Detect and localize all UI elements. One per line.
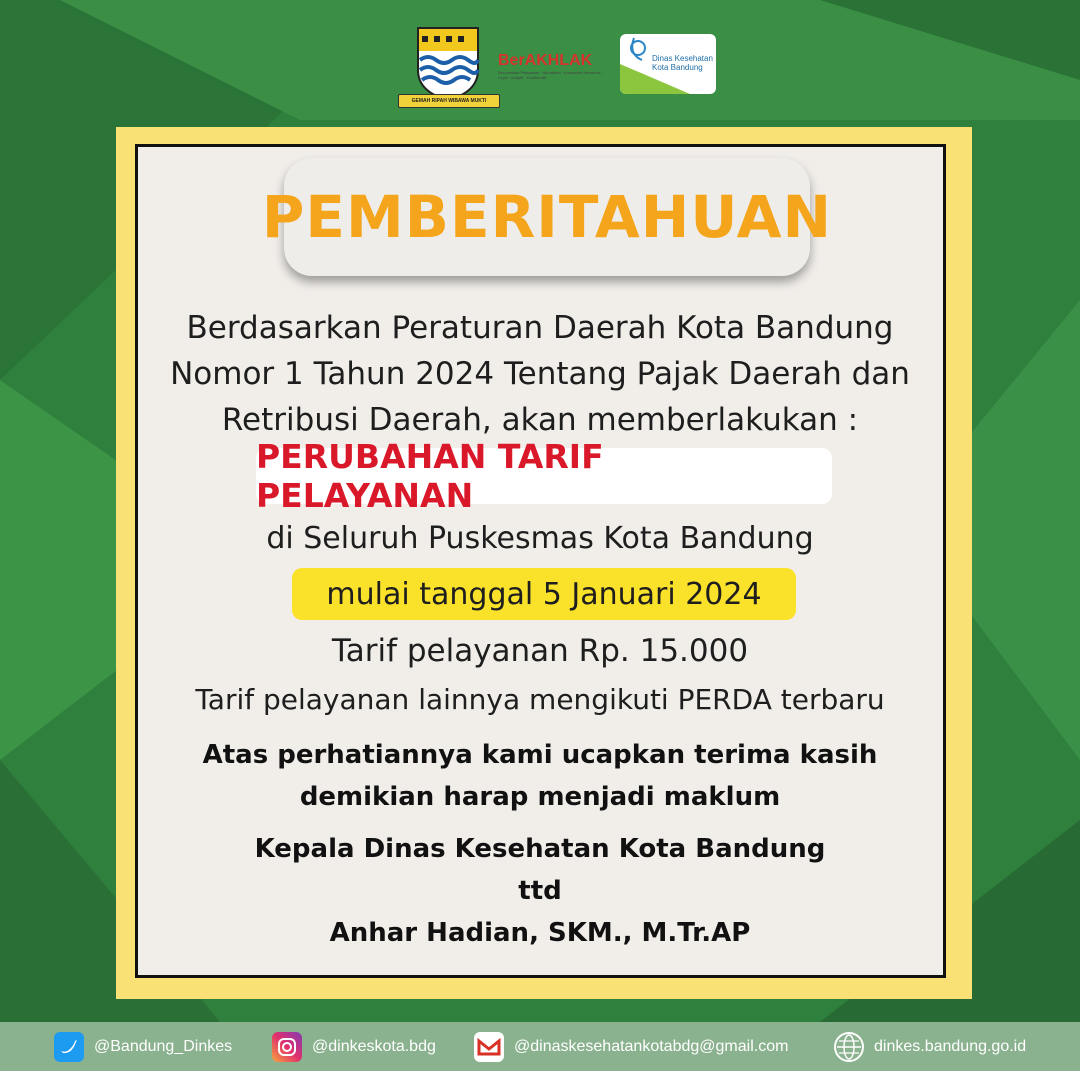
dinkes-logo [620,34,716,94]
intro-line: Berdasarkan Peraturan Daerah Kota Bandung [186,310,894,346]
dinkes-logo-text: Dinas Kesehatan Kota Bandung [652,54,713,72]
thanks-line: demikian harap menjadi maklum [299,782,781,812]
thanks-line: Atas perhatiannya kami ucapkan terima kasih [202,740,878,770]
berakhlak-logo [498,52,610,92]
website-url: dinkes.bandung.go.id [874,1037,1027,1055]
logo-bar [0,18,1080,113]
intro-line: Retribusi Daerah, akan memberlakukan : [221,402,859,438]
twitter-handle: @Bandung_Dinkes [94,1037,233,1055]
signature-mark: ttd [518,876,562,906]
signer-title: Kepala Dinas Kesehatan Kota Bandung [254,834,826,864]
contact-footer [0,1022,1080,1071]
intro-paragraph [140,305,940,443]
notice-title: PEMBERITAHUAN [261,183,833,251]
tariff-text: Tarif pelayanan Rp. 15.000 [331,633,749,669]
footer-instagram[interactable] [272,1022,436,1071]
berakhlak-subtitle: Berorientasi Pelayanan · Akuntabel · Kompeten Harmonis · Loyal · Adaptif · Kolaboratif [498,70,603,80]
date-text: mulai tanggal 5 Januari 2024 [326,576,762,612]
tariff-change-text: PERUBAHAN TARIF PELAYANAN [256,437,604,515]
date-banner [292,568,796,620]
gmail-icon [474,1032,504,1062]
instagram-handle: @dinkeskota.bdg [312,1037,436,1055]
twitter-icon [54,1032,84,1062]
berakhlak-title: BerAKHLAK [498,52,593,69]
intro-line: Nomor 1 Tahun 2024 Tentang Pajak Daerah dan [170,356,910,392]
location-text: di Seluruh Puskesmas Kota Bandung [266,521,814,556]
footer-twitter[interactable] [54,1022,232,1071]
other-tariff-text: Tarif pelayanan lainnya mengikuti PERDA terbaru [195,683,885,716]
tariff-change-banner [256,437,832,515]
instagram-icon [272,1032,302,1062]
email-address: @dinaskesehatankotabdg@gmail.com [514,1037,789,1055]
title-banner [261,158,833,276]
crest-caption: GEMAH RIPAH WIBAWA MUKTI [398,94,500,108]
footer-email[interactable] [474,1022,788,1071]
signature-block [140,828,940,954]
globe-icon [834,1032,864,1062]
thanks-text [140,734,940,818]
signer-name: Anhar Hadian, SKM., M.Tr.AP [329,918,751,948]
footer-website[interactable] [834,1022,1026,1071]
